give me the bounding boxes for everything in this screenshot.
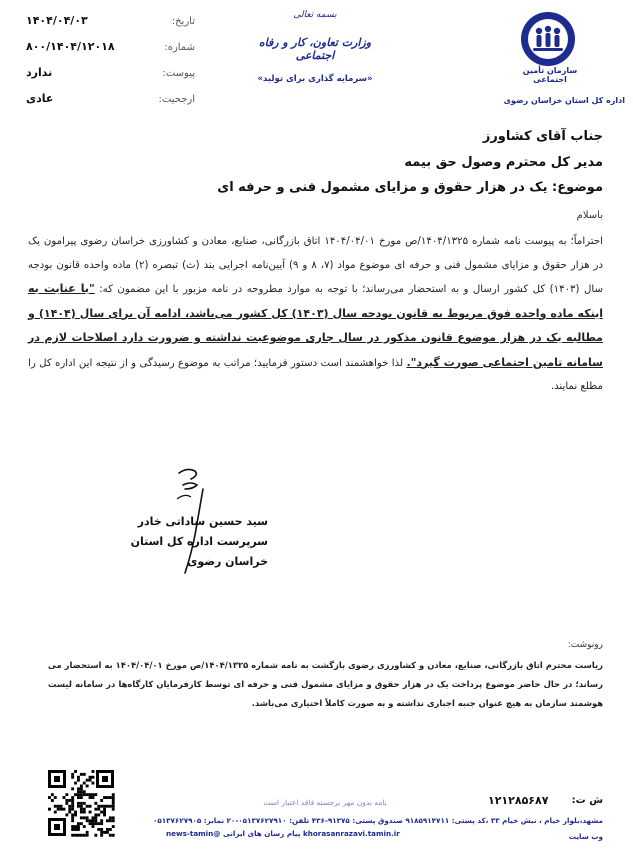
meta-number-row [20, 40, 195, 66]
ministry-name: وزارت تعاون، کار و رفاه اجتماعی [258, 36, 372, 62]
recipient-title: مدیر کل محترم وصول حق بیمه [404, 155, 603, 170]
copy-title: رونوشت: [567, 640, 603, 650]
recipient [203, 124, 603, 176]
letter-subject: موضوع: یک در هزار حقوق و مزایای مشمول فنی و حرفه ای [217, 180, 603, 195]
letter-body [28, 230, 603, 399]
attachment-value: ندارد [26, 66, 53, 79]
body-part-2: لذا خواهشمند است دستور فرمایید؛ مراتب به موضوع رسیدگی و از نتیجه این اداره کل را مطلع نمایند. [28, 357, 603, 392]
tracking-number: ۱۲۱۲۸۵۶۸۷ [488, 794, 549, 807]
meta-attachment-row [20, 66, 195, 92]
office-name: اداره کل استان خراسان رضوی [503, 96, 625, 105]
date-value: ۱۴۰۴/۰۴/۰۳ [26, 14, 88, 27]
signer-title: سرپرست اداره کل استان خراسان رضوی [130, 535, 268, 568]
no-stamp-notice: نامه بدون مهر برجسته فاقد اعتبار است [263, 798, 387, 807]
number-label: شماره: [164, 42, 195, 53]
greeting: باسلام [576, 210, 603, 221]
tracking-label: ش ت: [571, 795, 603, 806]
letter-meta [20, 14, 195, 118]
body-quote: "با عنایت به اینکه ماده واحده فوق مربوط به قانون بودجه سال (۱۴۰۳) کل کشور می‌باشد، ادامه آن برای سال (۱۴۰۴) و مطالبه یک در هزار موضوع قانون مذکور در سال جاری موضوعیت نداشته و ضرورت دارد اصلاحات لازم در سامانه تامین اجتماعی صورت گیرد". [28, 282, 603, 369]
signer-block [118, 512, 268, 572]
ministry-header [255, 10, 375, 84]
qr-code-icon [46, 768, 116, 838]
attachment-label: پیوست: [162, 68, 195, 79]
organization-logo-icon [508, 10, 588, 72]
slogan: «سرمایه گذاری برای تولید» [257, 74, 373, 84]
copy-text: ریاست محترم اتاق بازرگانی، صنایع، معادن و کشاورزی رضوی بازگشت به نامه شماره ۱۴۰۴/۱۳۲۵/ص مورخ ۱۴۰۴/۰۴/۰۱ به استحضار می رساند؛ در حال حاضر موضوع پرداخت یک در هزار حقوق و مزایای مشمول فنی و حرفه ای توسط کارفرمایان کارگاه‌ها در سامانه لیست هوشمند سازمان به هیچ عنوان جنبه اجباری نداشته و به صورت کاملاً اختیاری می‌باشد. [48, 660, 603, 708]
body-part-1: احتراماً؛ به پیوست نامه شماره ۱۴۰۴/۱۳۲۵/ص مورخ ۱۴۰۴/۰۴/۰۱ اتاق بازرگانی، صنایع، معادن و کشاورزی خراسان رضوی پیرامون یک در هزار حقوق و مزایای مشمول فنی و حرفه ای موضوع مواد (۷، ۸ و ۹) آیین‌نامه اجرایی بند (ث) تبصره (۲) ماده واحده قانون بودجه سال (۱۴۰۳) کل کشور ارسال و به استحضار می‌رساند؛ با توجه به موارد مطروحه در نامه مزبور با این مضمون که: [28, 236, 604, 295]
signer-name: سید حسین ساداتی خادر [137, 515, 268, 528]
date-label: تاریخ: [171, 16, 195, 27]
priority-label: ارجحیت: [158, 94, 195, 105]
priority-value: عادی [26, 92, 54, 105]
organization-name: سازمان تأمین اجتماعی [522, 66, 578, 84]
footer-web: khorasanrazavi.tamin.ir پیام رسان های ایرانی @news-tamin [166, 829, 400, 838]
number-value: ۸۰۰/۱۴۰۴/۱۲۰۱۸ [26, 40, 115, 53]
meta-priority-row [20, 92, 195, 118]
recipient-name: جناب آقای کشاورز [482, 129, 603, 144]
bismillah: بسمه تعالی [293, 10, 337, 20]
footer-address: مشهد،بلوار خیام ، نبش خیام ۳۳ ،کد پستی: ۹۱۸۵۹۱۴۷۱۱ صندوق پستی: ۹۱۳۷۵-۴۳۶ تلفن: ۰۵۱۳۷۶۲۷۹۱۰-۲۰ نمابر: ۰۵۱۳۷۶۲۷۹۰۵ وب سایت [153, 816, 603, 841]
meta-date-row [20, 14, 195, 40]
